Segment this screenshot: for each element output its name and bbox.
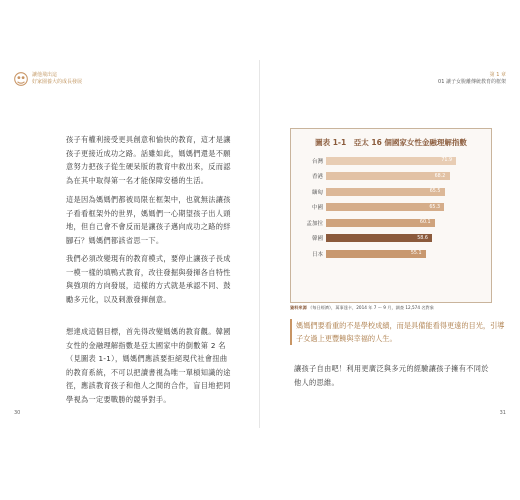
- bar-row: [311, 233, 428, 244]
- bar-value-label: 71.9: [441, 158, 452, 163]
- left-paragraph-2: 這是因為媽媽們都被局限在框架中，也就無法讓孩子看看框架外的世界，媽媽們一心期望孩子出人頭地，但自己會不會反而是讓孩子邁向成功之路的絆腳石？媽媽們都該省思一下。: [66, 195, 231, 245]
- right-page: [260, 60, 514, 428]
- caption-text: 《每日經濟》，萬事達卡，2014 年 7 ～ 9 月，調查 12,574 名對象: [308, 305, 434, 310]
- bar: [326, 203, 444, 211]
- right-paragraph: 讓孩子自由吧！利用更廣泛與多元的經驗讓孩子擁有不同於他人的思維。: [294, 364, 489, 387]
- right-page-number: 31: [499, 410, 506, 416]
- bar: [326, 157, 456, 165]
- bar-value-label: 65.3: [429, 204, 441, 210]
- bar-category-label: 中國: [311, 205, 323, 211]
- right-header: [438, 72, 506, 86]
- caption-source-label: 資料來源: [290, 305, 307, 310]
- bar-category-label: 孟加拉: [306, 220, 323, 227]
- bar-category-label: 日本: [311, 251, 323, 258]
- chart-caption: [290, 305, 434, 311]
- bar: [326, 219, 435, 227]
- series-logo-icon: [14, 72, 28, 86]
- pull-quote: 媽媽們要看重的不是學校成績，而是具備能看得更遠的目光，引導子女過上更豐饒與幸福的人生。: [290, 319, 506, 345]
- bar-row: [311, 155, 452, 166]
- bar-chart: [290, 128, 492, 303]
- left-page-number: 30: [14, 410, 21, 416]
- bar-category-label: 韓國: [311, 236, 323, 242]
- left-page: [6, 60, 260, 428]
- chart-title: 圖表 1-1 亞太 16 個國家女性金融理解指數: [315, 138, 467, 147]
- left-paragraph-4: 想達成這個目標，首先得改變媽媽的教育觀。韓國女性的金融理解指數是亞太國家中的倒數第 2 名（見圖表 1-1），媽媽們應該要拒絕現代社會扭曲的教育系統，不可以把讀書視為唯一單槓知識的途徑，應該教育孩子和他人之間的合作，盲目地把同學視為一定要戰勝的競爭對手。: [66, 327, 231, 404]
- left-header-subtitle: 好家園養大的成長發展: [32, 79, 83, 85]
- bar-category-label: 緬甸: [311, 189, 323, 196]
- bar-value-label: 55.1: [410, 251, 422, 256]
- chapter-label: 第 1 章: [489, 72, 506, 78]
- bar-row: [311, 171, 446, 182]
- left-paragraph-1: 孩子有權利接受更具創意和愉快的教育，這才是讓孩子更接近成功之路。話雖如此，媽媽們還是不願意努力把孩子從生硬呆版的教育中救出來，反而認為在其中取得第一名才能保障安穩的生活。: [66, 135, 231, 185]
- left-header: [14, 72, 82, 86]
- bar-value-label: 65.5: [429, 189, 441, 194]
- section-title: 01 讓子女脫離傳統教育的框架: [438, 79, 506, 85]
- bar-value-label: 68.2: [434, 173, 446, 179]
- bar-row: [311, 186, 441, 197]
- left-header-title: 讓他飛出這: [32, 72, 58, 78]
- bar-row: [311, 248, 422, 259]
- bar: [326, 172, 450, 180]
- left-paragraph-3: 我們必須改變現有的教育模式，要停止讓孩子長成一模一樣的填鴨式教育，改往發掘與發揮各自特性與強項的方向發展，這樣的方式就是承認不同、鼓勵多元化，以及刺激發揮創意。: [66, 254, 231, 304]
- bar-value-label: 58.6: [417, 235, 428, 241]
- bar-value-label: 60.1: [419, 220, 431, 225]
- bar-row: [311, 202, 441, 213]
- book-spread: [6, 60, 514, 428]
- bar-category-label: 台灣: [311, 158, 323, 165]
- bar-row: [306, 217, 431, 228]
- bar: [326, 188, 445, 196]
- bar-category-label: 香港: [311, 174, 323, 180]
